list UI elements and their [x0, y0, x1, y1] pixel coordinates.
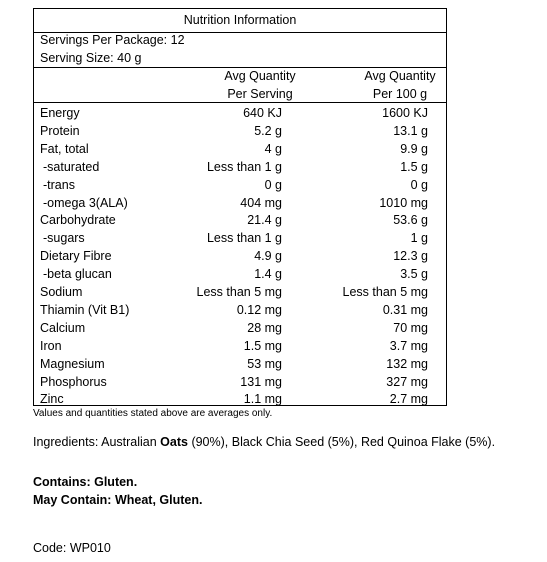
per-serving-value: 4.9 g [254, 249, 282, 264]
per-100g-value: 13.1 g [393, 123, 428, 138]
column-header-line: Avg Quantity [364, 69, 436, 83]
per-serving-value: Less than 5 mg [196, 285, 282, 299]
nutrient-name: Carbohydrate [40, 213, 116, 228]
per-100g-value: 2.7 mg [389, 392, 428, 407]
nutrient-name: Phosphorus [40, 374, 107, 389]
table-row [34, 211, 446, 229]
ingredients-bold: Oats [160, 435, 188, 449]
panel-title: Nutrition Information [183, 13, 297, 27]
table-row [34, 229, 446, 247]
table-row [34, 176, 446, 194]
nutrient-name: Magnesium [40, 356, 105, 371]
per-serving-value: 5.2 g [254, 123, 282, 138]
per-serving-value: 640 KJ [243, 106, 282, 120]
averages-note: Values and quantities stated above are averages only. [33, 408, 273, 419]
per-serving-value: 1.1 mg [243, 392, 282, 407]
nutrient-name: Iron [40, 338, 62, 353]
servings-per-package: Servings Per Package: 12 [40, 33, 185, 47]
per-100g-value: 1.5 g [400, 159, 428, 174]
per-serving-value: 131 mg [240, 374, 282, 389]
nutrient-name: -sugars [43, 231, 85, 246]
ingredients-line [33, 435, 495, 449]
table-row [34, 194, 446, 212]
table-row [34, 247, 446, 265]
per-100g-value: 1600 KJ [382, 106, 428, 120]
per-100g-value: 0 g [410, 177, 428, 192]
per-serving-value: 404 mg [240, 195, 282, 210]
table-row [34, 158, 446, 176]
nutrient-name: Fat, total [40, 141, 89, 156]
nutrient-name: Thiamin (Vit B1) [40, 302, 130, 317]
per-100g-value: 1010 mg [379, 195, 428, 210]
column-header-per-100g [350, 67, 450, 103]
table-row [34, 390, 446, 408]
column-header-line: Per 100 g [372, 87, 428, 101]
nutrient-name: Sodium [40, 285, 83, 299]
per-100g-value: 3.5 g [400, 267, 428, 282]
nutrient-name: Protein [40, 123, 80, 138]
table-row [34, 301, 446, 319]
serving-size: Serving Size: 40 g [40, 51, 142, 65]
per-serving-value: 1.5 mg [243, 338, 282, 353]
column-header-line: Avg Quantity [224, 69, 296, 83]
table-row [34, 337, 446, 355]
table-row [34, 104, 446, 122]
table-row [34, 265, 446, 283]
nutrient-name: -saturated [43, 159, 100, 174]
product-code: Code: WP010 [33, 541, 111, 555]
per-100g-value: 132 mg [386, 356, 428, 371]
ingredients-prefix: Ingredients: Australian [33, 435, 161, 449]
divider [34, 102, 446, 103]
nutrient-name: Zinc [40, 392, 64, 407]
table-row [34, 373, 446, 391]
nutrient-name: -omega 3(ALA) [43, 195, 128, 210]
per-serving-value: 1.4 g [254, 267, 282, 282]
per-serving-value: 28 mg [247, 320, 282, 335]
per-serving-value: 0.12 mg [236, 302, 282, 317]
per-serving-value: Less than 1 g [206, 231, 282, 246]
nutrient-name: -trans [43, 177, 75, 192]
per-serving-value: 4 g [264, 141, 282, 156]
per-serving-value: 53 mg [247, 356, 282, 371]
nutrient-name: Energy [40, 106, 80, 120]
per-100g-value: 1 g [410, 231, 428, 246]
nutrition-panel [33, 8, 447, 406]
table-row [34, 355, 446, 373]
per-100g-value: 12.3 g [393, 249, 428, 264]
nutrient-name: Calcium [40, 320, 86, 335]
ingredients-suffix: (90%), Black Chia Seed (5%), Red Quinoa Flake (5%). [187, 435, 496, 449]
table-row [34, 319, 446, 337]
may-contain-label: May Contain: [33, 493, 115, 507]
per-serving-value: Less than 1 g [206, 159, 282, 174]
contains-statement: Contains: Gluten. [33, 475, 138, 489]
per-100g-value: 9.9 g [400, 141, 428, 156]
column-header-per-serving [204, 67, 316, 103]
table-row [34, 122, 446, 140]
per-100g-value: 327 mg [386, 374, 428, 389]
may-contain-statement [33, 493, 202, 507]
may-contain-value: Wheat, Gluten. [114, 493, 203, 507]
nutrient-name: -beta glucan [43, 267, 112, 282]
per-serving-value: 21.4 g [247, 213, 282, 228]
table-row [34, 283, 446, 301]
per-100g-value: 70 mg [393, 320, 428, 335]
nutrient-name: Dietary Fibre [40, 249, 112, 264]
per-serving-value: 0 g [264, 177, 282, 192]
table-row [34, 140, 446, 158]
per-100g-value: 53.6 g [393, 213, 428, 228]
column-header-line: Per Serving [227, 87, 293, 101]
per-100g-value: Less than 5 mg [342, 285, 428, 299]
per-100g-value: 0.31 mg [382, 302, 428, 317]
per-100g-value: 3.7 mg [389, 338, 428, 353]
